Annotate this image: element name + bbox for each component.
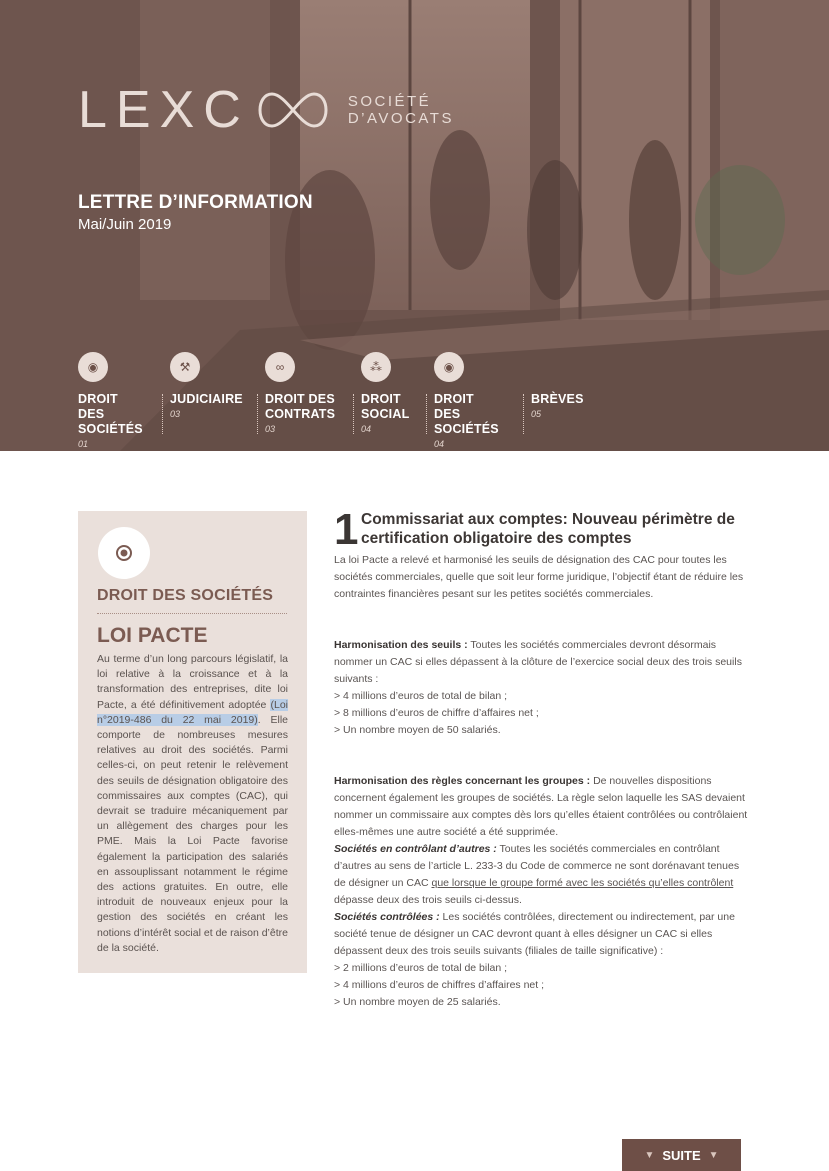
article-number: 1: [334, 505, 359, 554]
divider: [257, 394, 258, 434]
people-icon: ⁂: [361, 352, 391, 382]
section-link-droit-social[interactable]: ⁂ DROIT SOCIAL 04: [361, 352, 409, 434]
logo-wordmark: LEXC: [78, 81, 250, 139]
lexco-logo: [78, 81, 454, 139]
list-item: > 4 millions d’euros de chiffres d’affaires net ;: [334, 979, 545, 991]
highlighted-text: (Loi n°2019-486 du 22 mai 2019): [97, 698, 288, 726]
paragraph-societes-controlant: Sociétés en contrôlant d’autres : Toutes les sociétés commerciales en contrôlant d’autres au sens de l’article L. 233-3 du Code de commerce ne sont dorénavant tenues de désigner un CAC que lorsque le groupe formé avec les sociétés qu’elles contrôlent dépasse deux des trois seuils ci-dessus.: [334, 843, 740, 906]
logo-tagline: SOCIÉTÉ D’AVOCATS: [347, 93, 454, 127]
article-title: Commissariat aux comptes: Nouveau périmètre de certification obligatoire des comptes: [361, 511, 735, 547]
section-link-droit-des-societes-2[interactable]: ◉ DROIT DES SOCIÉTÉS 04: [434, 352, 499, 449]
article-intro: La loi Pacte a relevé et harmonisé les seuils de désignation des CAC pour toutes les sociétés commerciales, quelle que soit leur forme juridique, l’objectif étant de réduire les contraintes financières pesant sur les petites sociétés commerciales.: [334, 554, 744, 600]
sidebar-body: Au terme d’un long parcours législatif, la loi relative à la croissance et à la transformation des entreprises, dite loi Pacte, a été définitivement adoptée (Loi n°2019-486 du 22 mai 2019). Elle comporte de nombreuses mesures relatives au droit des sociétés. Parmi celles-ci, on peut retenir le relèvement des seuils de désignation obligatoire des commissaires aux comptes (CAC), qui devrait se traduire mécaniquement par un allègement des charges pour les PME. Mais la Loi Pacte favorise également la participation des salariés en assouplissant notamment le régime des actions gratuites. En outre, elle introduit de nouveaux enjeux pour la gestion des sociétés en créant les notions d’intérêt social et de raison d’être de la société.: [97, 653, 288, 954]
sidebar-title: LOI PACTE: [97, 624, 208, 647]
chain-icon: ∞: [265, 352, 295, 382]
paragraph-societes-controlees: Sociétés contrôlées : Les sociétés contrôlées, directement ou indirectement, par une société tenue de désigner un CAC devront quant à elles désigner un CAC si elles dépassent deux des trois seuils suivants (filiales de taille significative) :: [334, 911, 735, 957]
section-link-droit-des-societes[interactable]: ◉ DROIT DES SOCIÉTÉS 01: [78, 352, 143, 449]
divider: [97, 613, 287, 614]
target-icon: ◉: [78, 352, 108, 382]
list-item: > 2 millions d’euros de total de bilan ;: [334, 962, 508, 974]
list-item: > 8 millions d’euros de chiffre d’affaires net ;: [334, 707, 539, 719]
article-body: [334, 552, 752, 1011]
section-link-droit-des-contrats[interactable]: ∞ DROIT DES CONTRATS 03: [265, 352, 335, 434]
target-icon: [98, 527, 150, 579]
divider: [353, 394, 354, 434]
hero-banner: [0, 0, 829, 451]
section-link-breves[interactable]: BRÈVES 05: [531, 352, 584, 419]
paragraph-groupes: Harmonisation des règles concernant les groupes : De nouvelles dispositions concernent également les groupes de sociétés. La règle selon laquelle les SAS devaient nommer un commissaire aux comptes dès lors qu’elles étaient contrôlées ou contrôlaient elles-mêmes une autre société a été supprimée.: [334, 775, 748, 838]
triangle-down-icon: ▼: [644, 1149, 655, 1161]
newsletter-date: Mai/Juin 2019: [78, 216, 172, 233]
sidebar-summary: [78, 511, 307, 973]
divider: [523, 394, 524, 434]
divider: [162, 394, 163, 434]
section-link-judiciaire[interactable]: ⚒ JUDICIAIRE 03: [170, 352, 243, 419]
list-item: > Un nombre moyen de 50 salariés.: [334, 724, 501, 736]
paragraph-seuils: Harmonisation des seuils : Toutes les sociétés commerciales devront désormais nommer un CAC si elles dépassent à la clôture de l’exercice social deux des trois seuils suivants :: [334, 639, 742, 685]
target-icon: ◉: [434, 352, 464, 382]
infinity-logo-icon: [252, 88, 334, 132]
divider: [426, 394, 427, 434]
list-item: > 4 millions d’euros de total de bilan ;: [334, 690, 508, 702]
list-item: > Un nombre moyen de 25 salariés.: [334, 996, 501, 1008]
sidebar-section-label: DROIT DES SOCIÉTÉS: [97, 587, 274, 604]
next-page-button[interactable]: [622, 1139, 741, 1171]
next-page-label: SUITE: [662, 1147, 701, 1163]
newsletter-title: LETTRE D’INFORMATION: [78, 192, 313, 213]
triangle-down-icon: ▼: [708, 1149, 719, 1161]
gavel-icon: ⚒: [170, 352, 200, 382]
